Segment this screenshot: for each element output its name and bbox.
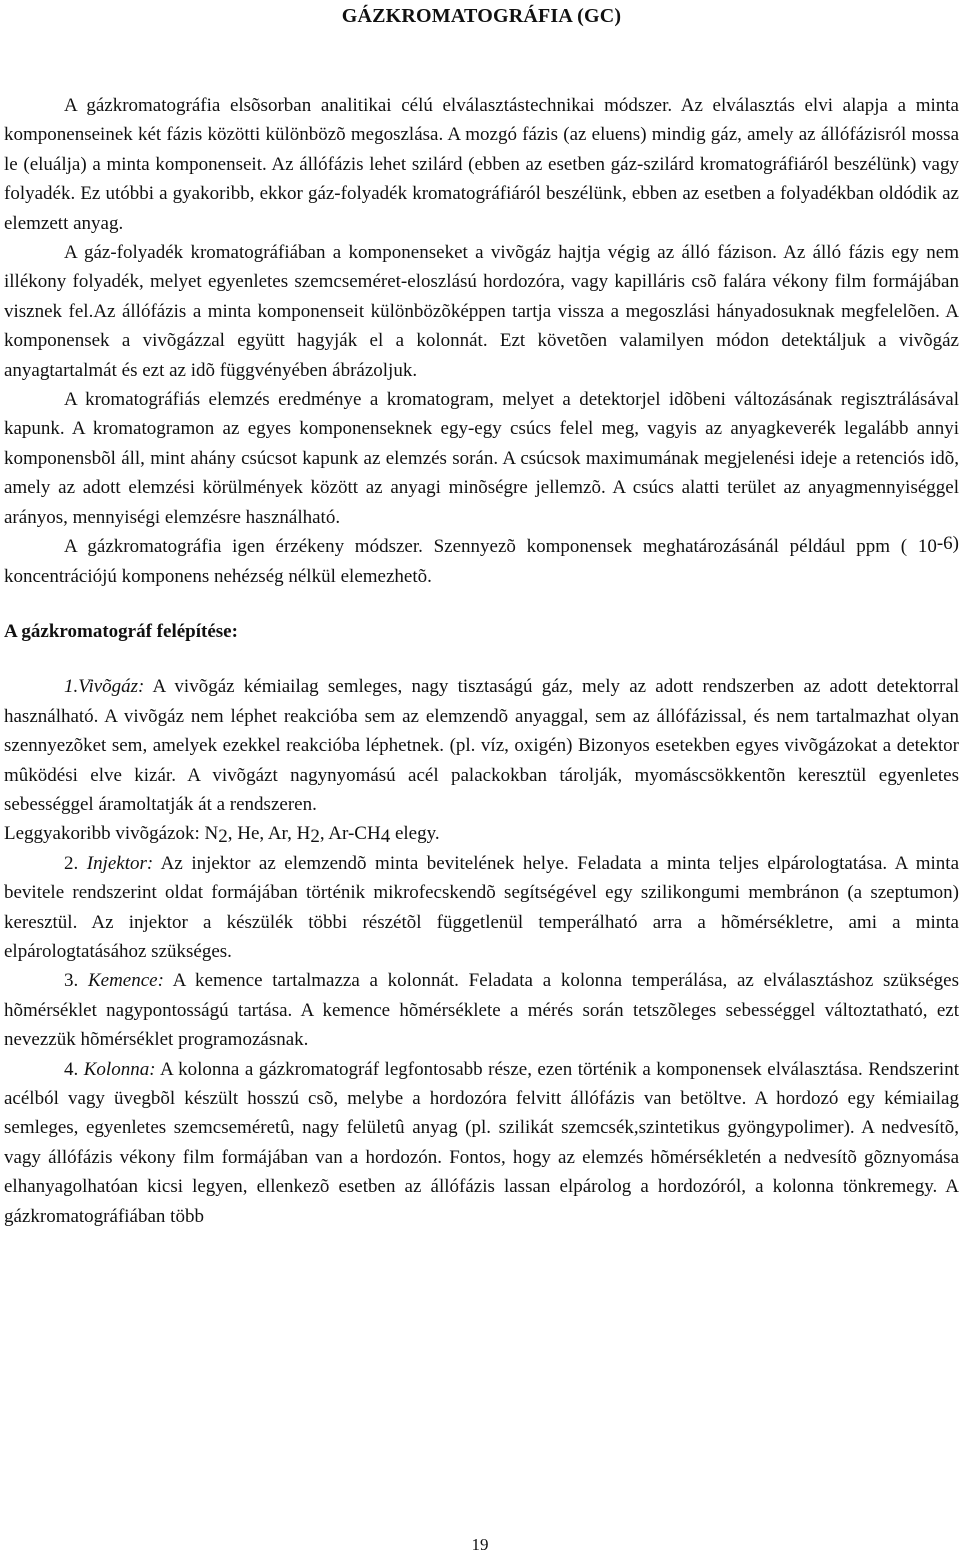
oven-text: A kemence tartalmazza a kolonnát. Feladata a kolonna temperálása, az elválasztáshoz szükséges hõmérséklet nagypontosságú tartása. A kemence hõmérséklete a mérés során tetszõleges sebességgel változtatható, ezt nevezzük hõmérséklet programozásnak.	[4, 970, 960, 1051]
ch4-subscript: 4	[380, 826, 391, 848]
list-item-injector	[4, 849, 959, 967]
injector-number: 2.	[64, 852, 79, 874]
n2-subscript: 2	[218, 826, 228, 848]
injector-text: Az injektor az elemzendõ minta bevitelének helye. Feladata a minta teljes elpárologtatása. A minta bevitele rendszerint oldat formájában történik mikrofecskendõ segítségével egy szilikongumi membránon (a szeptumon) keresztül. Az injektor a készülék többi részétõl függetlenül temperálható arra a hõmérsékletre, ami a minta elpárologtatásához szükséges.	[4, 852, 959, 962]
carrier-gases-line	[4, 819, 959, 848]
list-item-carrier-gas	[4, 672, 959, 819]
section-heading: A gázkromatográf felépítése:	[4, 620, 238, 642]
intro-paragraph-1: A gázkromatográfia elsõsorban analitikai célú elválasztástechnikai módszer. Az elválasztás elvi alapja a minta komponenseinek két fázis közötti különbözõ megoszlása. A mozgó fázis (az eluens) mindig gáz, amely az állófázisról mossa le (eluálja) a minta komponenseit. Az állófázis lehet szilárd (ebben az esetben gáz-szilárd kromatográfiáról beszélünk) vagy folyadék. Ez utóbbi a gyakoribb, ekkor gáz-folyadék kromatográfiáról beszélünk, ebben az esetben a folyadékban oldódik az elemzett anyag.	[4, 95, 959, 234]
intro-paragraph-2: A gáz-folyadék kromatográfiában a komponenseket a vivõgáz hajtja végig az álló fázison. Az álló fázis egy nem illékony folyadék, melyet egyenletes szemcseméret-eloszlású hordozóra, vagy kapilláris csõ falára vékony film formájában visznek fel.Az állófázis a minta komponenseit különbözõképpen tartja vissza a megoszlási hányadosuknak megfelelõen. A komponensek a vivõgázzal együtt hagyják el a kolonnát. Ezt követõen valamilyen módon detektáljuk a vivõgáz anyagtartalmát és ezt az idõ függvényében ábrázoljuk.	[4, 242, 959, 381]
ppm-exponent: -6)	[936, 533, 959, 555]
document-page	[4, 0, 959, 1231]
oven-label: Kemence:	[87, 970, 164, 992]
gases-text-mid2: , Ar-CH	[319, 823, 381, 845]
column-label: Kolonna:	[83, 1058, 156, 1080]
gases-text-mid1: , He, Ar, H	[227, 823, 311, 845]
carrier-gas-text: A vivõgáz kémiailag semleges, nagy tisztaságú gáz, mely az adott rendszerben az adott detektorral használható. A vivõgáz nem léphet reakcióba sem az elemzendõ anyaggal, sem az állófázissal, és nem tartalmazhat olyan szennyezõket sem, amelyek ezekkel reakcióba léphetnek. (pl. víz, oxigén) Bizonyos esetekben egyes vivõgázokat a detektor mûködési elve kizár. A vivõgázt nagynyomású acél palackokban tárolják, myomáscsökkentõn keresztül egyenletes sebességgel áramoltatják át a rendszeren.	[4, 676, 959, 815]
gases-text-pre: Leggyakoribb vivõgázok: N	[4, 823, 219, 845]
injector-label: Injektor:	[86, 852, 154, 874]
sensitivity-text-post: koncentrációjú komponens nehézség nélkül elemezhetõ.	[4, 565, 432, 587]
page-number: 19	[471, 1535, 489, 1554]
carrier-gas-label: 1.Vivõgáz:	[64, 676, 145, 698]
column-number: 4.	[64, 1058, 79, 1080]
oven-number: 3.	[64, 970, 79, 992]
column-text: A kolonna a gázkromatográf legfontosabb része, ezen történik a komponensek elválasztása. Rendszerint acélból vagy üvegbõl készült hosszú csõ, melybe a hordozóra felvitt állófázis van betöltve. A hordozó egy kémiailag semleges, egyenletes szemcseméretû, nagy felületû anyag (pl. szilikát szemcsék,szintetikus gyöngypolimer). A nedvesítõ, vagy állófázis vékony film formájában van a hordozón. Fontos, hogy az elemzés hõmérsékletén a nedvesítõ gõznyomása elhanyagolhatóan kicsi legyen, ellenkezõ esetben az állófázis lassan elpárolog a hordozóról, a kolonna tönkremegy. A gázkromatográfiában több	[4, 1058, 959, 1227]
list-item-column	[4, 1055, 959, 1231]
page-title: GÁZKROMATOGRÁFIA (GC)	[341, 5, 622, 27]
sensitivity-paragraph	[4, 532, 959, 591]
list-item-oven	[4, 966, 959, 1054]
components-list	[4, 672, 959, 1231]
sensitivity-text-pre: A gázkromatográfia igen érzékeny módszer. Szennyezõ komponensek meghatározásánál például ppm ( 10	[64, 536, 937, 558]
gases-text-post: elegy.	[390, 823, 440, 845]
h2-subscript: 2	[310, 826, 320, 848]
intro-paragraph-3: A kromatográfiás elemzés eredménye a kromatogram, melyet a detektorjel idõbeni változásának regisztrálásával kapunk. A kromatogramon az egyes komponenseknek egy-egy csúcs felel meg, vagyis az anyagkeverék legalább annyi komponensbõl áll, mint ahány csúcsot kapunk az elemzés során. A csúcsok maximumának megjelenési ideje a retenciós idõ, amely az adott elemzési körülmények között az anyagi minõségre jellemzõ. A csúcs alatti terület az anyagmennyiséggel arányos, mennyiségi elemzésre használható.	[4, 389, 959, 528]
